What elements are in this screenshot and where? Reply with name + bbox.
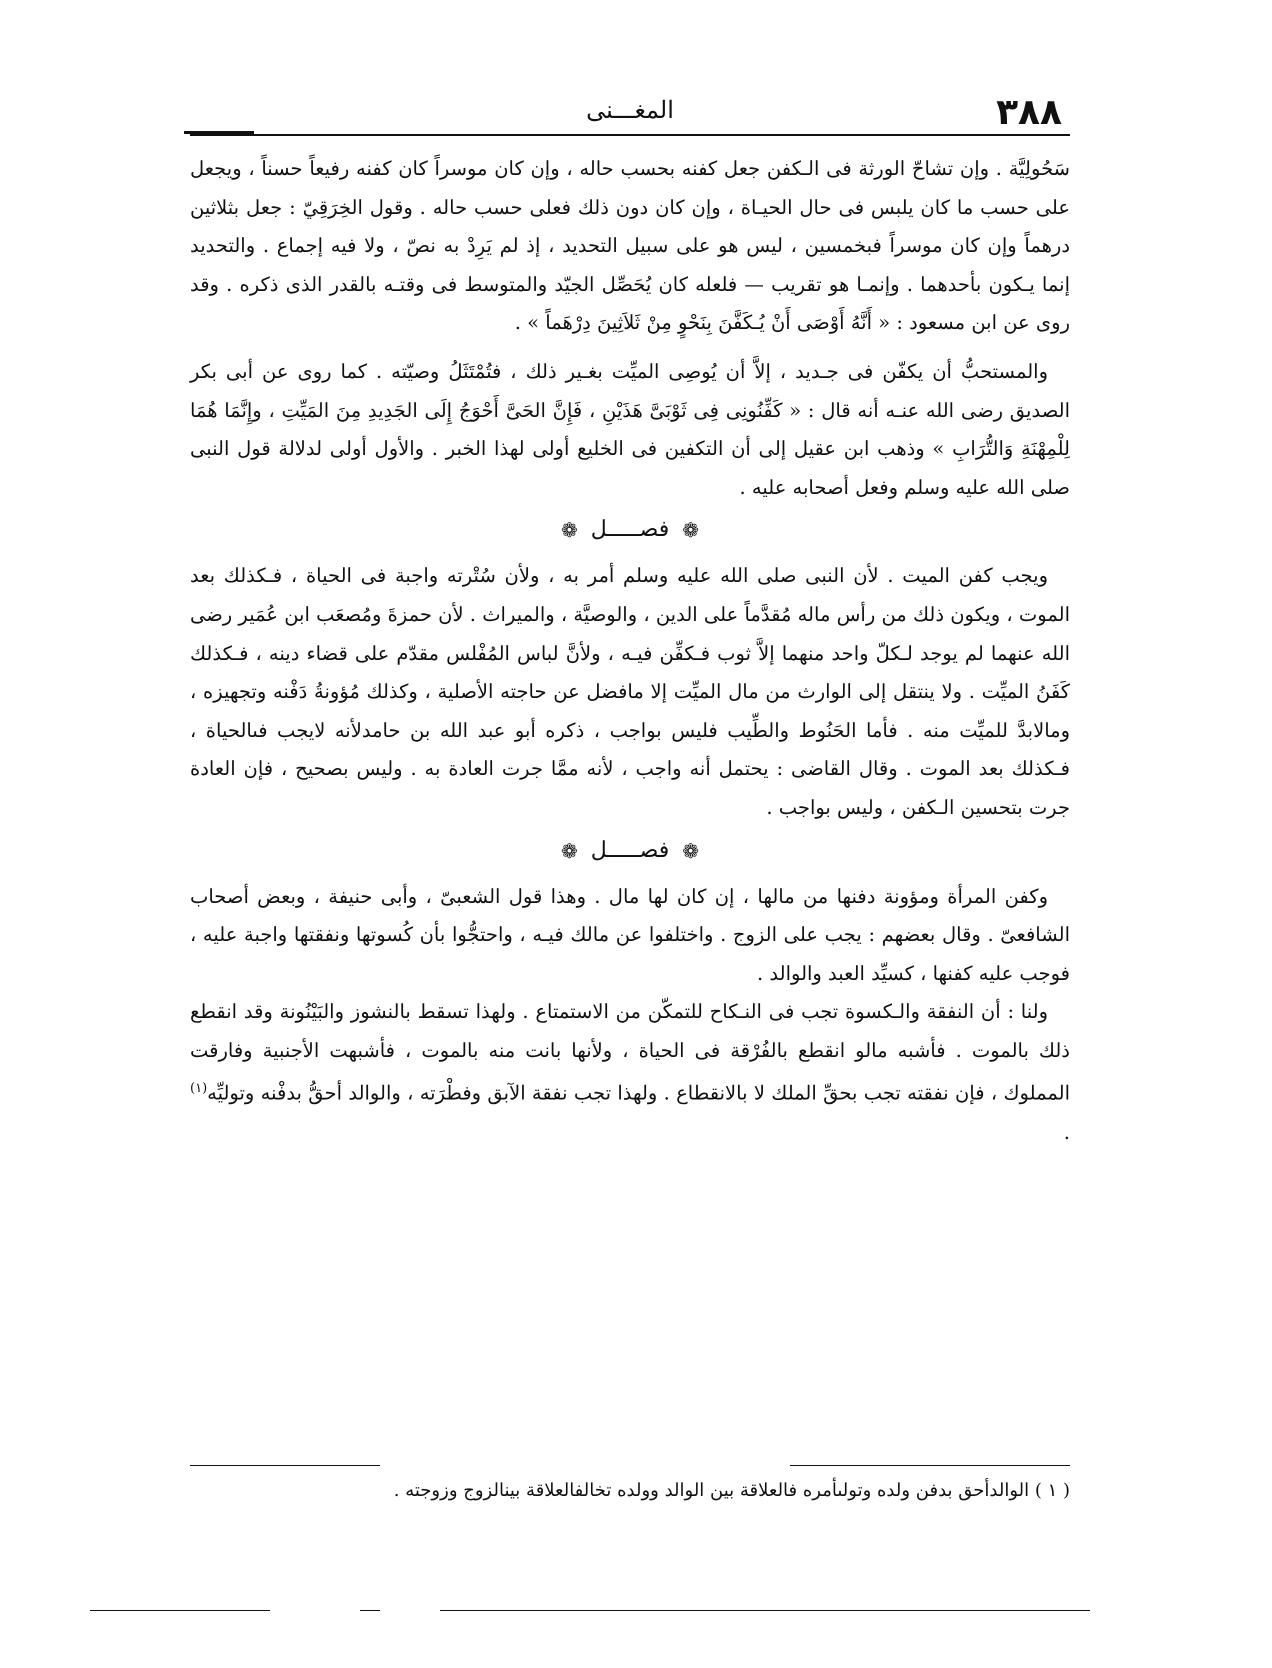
paragraph-text: ولنا : أن النفقة والـكسوة تجب فى النـكاح للتمكّن من الاستمتاع . ولهذا تسقط بالنشوز والبَيْنُونة وقد انقطع ذلك بالموت . فأشبه مالو انقطع بالفُرْقة فى الحياة ، ولأنها بانت منه بالموت ، فأشبهت الأجنبية وفارقت المملوك ، فإن نفقته تجب بحقِّ الملك لا بالانقطاع . ولهذا تجب نفقة الآبق وفطْرَته ، والوالد أحقُّ بدفْنه وتوليِّه: [190, 1000, 1070, 1105]
paragraph: [190, 993, 1070, 1152]
section-label: فصـــــل: [590, 837, 670, 863]
paragraph: وكفن المرأة ومؤونة دفنها من مالها ، إن كان لها مال . وهذا قول الشعبىّ ، وأبى حنيفة ، وبعض أصحاب الشافعىّ . وقال بعضهم : يجب على الزوج . واختلفوا عن مالك فيـه ، واحتجُّوا بأن كُسوتها ونفقتها واجبة عليه ، فوجب عليه كفنها ، كسيِّد العبد والوالد .: [190, 884, 1070, 985]
page-number: ٣٨٨: [996, 92, 1062, 133]
bottom-rule: [440, 1610, 1090, 1611]
footnote-rule: [190, 1465, 380, 1466]
header-rule: [190, 134, 1070, 136]
paragraph: سَحُولِيَّة . وإن تشاحّ الورثة فى الـكفن جعل كفنه بحسب حاله ، وإن كان موسراً كان كفنه رفيعاً حسناً ، ويجعل على حسب ما كان يلبس فى حال الحيـاة ، وإن كان دون ذلك فعلى حسب حاله . وقول الخِرَقِيّ : جعل بثلاثين درهماً وإن كان موسراً فبخمسين ، ليس هو على سبيل التحديد ، إذ لم يَرِدْ به نصّ ، ولا فيه إجماع . والتحديد إنما يـكون بأحدهما . وإنمـا هو تقريب — فلعله كان يُحَصِّل الجيّد والمتوسط فى وقتـه بالقدر الذى ذكره . وقد روى عن ابن مسعود : « أَنَّهُ أَوْصَى أَنْ يُـكَفَّنَ بِنَحْوٍ مِنْ ثَلاَثِينَ دِرْهَماً » .: [190, 157, 1070, 335]
footnote-marker[interactable]: (١): [190, 1081, 208, 1097]
section-label: فصـــــل: [590, 517, 670, 543]
spacer: [190, 343, 1070, 353]
paragraph: والمستحبُّ أن يكفّن فى جـديد ، إلاَّ أن يُوصِى الميِّت بغـير ذلك ، فتُمْتَثَلُ وصيّته . كما روى عن أبى بكر الصديق رضى الله عنـه أنه قال : « كَفِّنُونِى فِى ثَوْبَىَّ هَذَيْنِ ، فَإِنَّ الحَىَّ أَحْوَجُ إِلَى الجَدِيدِ مِنَ المَيِّتِ ، وإِنَّمَا هُمَا لِلْمِهْنَةِ وَالتُّرَابِ » وذهب ابن عقيل إلى أن التكفين فى الخليع أولى لهذا الخبر . والأول أولى لدلالة قول النبى صلى الله عليه وسلم وفعل أصحابه عليه .: [190, 359, 1070, 499]
header-rule-accent: [184, 131, 254, 134]
main-text: [190, 150, 1070, 1152]
floral-ornament-icon: ❁: [560, 518, 578, 543]
paragraph: ويجب كفن الميت . لأن النبى صلى الله عليه وسلم أمر به ، ولأن سُتْرته واجبة فى الحياة ، فـكذلك بعد الموت ، ويكون ذلك من رأس ماله مُقدَّماً على الدين ، والوصيَّة ، والميراث . لأن حمزةَ ومُصعَب ابن عُمَير رضى الله عنهما لم يوجد لـكلّ واحد منهما إلاَّ ثوب فـكفِّن فيـه ، ولأنَّ لباس المُفْلس مقدّم على قضاء دينه ، فـكذلك كَفَنُ الميِّت . ولا ينتقل إلى الوارث من مال الميِّت إلا مافضل عن حاجته الأصلية ، وكذلك مُؤونةُ دَفْنه وتجهيزه ، ومالابدَّ للميِّت منه . فأما الحَنُوط والطِّيب فليس بواجب ، ذكره أبو عبد الله بن حامدلأنه لايجب فىالحياة ، فـكذلك بعد الموت . وقال القاضى : يحتمل أنه واجب ، لأنه ممَّا جرت العادة به . وليس بصحيح ، فإن العادة جرت بتحسين الـكفن ، وليس بواجب .: [190, 564, 1070, 819]
footnote-rule: [790, 1465, 1070, 1466]
footnote: ( ١ ) الوالدأحق بدفن ولده وتولىأمره فالعلاقة بين الوالد وولده تخالفالعلاقة بينالزوج وزوجته .: [393, 1480, 1070, 1501]
running-title: المغـــنى: [586, 96, 674, 124]
bottom-rule: [90, 1610, 270, 1611]
floral-ornament-icon: ❁: [560, 838, 578, 863]
paragraph-end: .: [1063, 1120, 1070, 1144]
bottom-rule: [360, 1610, 380, 1611]
page-header: [190, 92, 1070, 136]
floral-ornament-icon: ❁: [682, 518, 699, 543]
floral-ornament-icon: ❁: [682, 838, 699, 863]
section-heading: [190, 509, 1070, 551]
section-heading: [190, 830, 1070, 872]
